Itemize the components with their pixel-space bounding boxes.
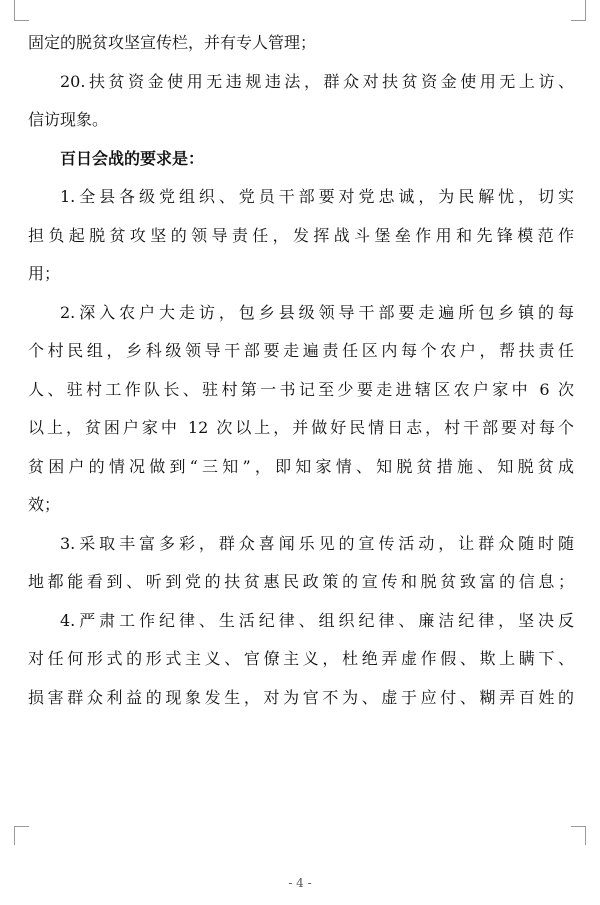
text-line: 用； [28, 264, 61, 283]
crop-mark-bottom-left [14, 826, 29, 845]
document-body [28, 24, 574, 717]
text-line: 人、驻村工作队长、驻村第一书记至少要走进辖区农户家中 6 次 [28, 379, 574, 399]
crop-mark-top-right [571, 0, 586, 21]
text-line: 对任何形式的形式主义、官僚主义，杜绝弄虚作假、欺上瞒下、 [28, 649, 574, 668]
crop-mark-bottom-right [571, 826, 586, 845]
text-line: 20.扶贫资金使用无违规违法，群众对扶贫资金使用无上访、 [60, 71, 574, 91]
section-heading: 百日会战的要求是： [60, 148, 205, 168]
text-line: 贫困户的情况做到“三知”，即知家情、知脱贫措施、知脱贫成 [28, 456, 574, 476]
page-number: - 4 - [288, 876, 312, 890]
crop-mark-top-left [14, 0, 29, 21]
text-line: 损害群众利益的现象发生，对为官不为、虚于应付、糊弄百姓的 [28, 687, 574, 707]
text-line: 固定的脱贫攻坚宣传栏，并有专人管理； [28, 33, 317, 52]
text-line: 担负起脱贫攻坚的领导责任，发挥战斗堡垒作用和先锋模范作 [28, 225, 574, 245]
text-line: 以上，贫困户家中 12 次以上，并做好民情日志，村干部要对每个 [28, 418, 574, 437]
text-line: 4.严肃工作纪律、生活纪律、组织纪律、廉洁纪律，坚决反 [60, 610, 574, 630]
text-line: 3.采取丰富多彩，群众喜闻乐见的宣传活动，让群众随时随 [60, 533, 574, 553]
text-line: 2.深入农户大走访，包乡县级领导干部要走遍所包乡镇的每 [60, 302, 574, 322]
text-line: 1.全县各级党组织、党员干部要对党忠诚，为民解忧，切实 [60, 187, 574, 206]
text-line: 效； [28, 495, 61, 514]
text-line: 地都能看到、听到党的扶贫惠民政策的宣传和脱贫致富的信息； [28, 572, 574, 591]
text-line: 个村民组，乡科级领导干部要走遍责任区内每个农户，帮扶责任 [28, 341, 574, 360]
text-line: 信访现象。 [28, 110, 109, 129]
